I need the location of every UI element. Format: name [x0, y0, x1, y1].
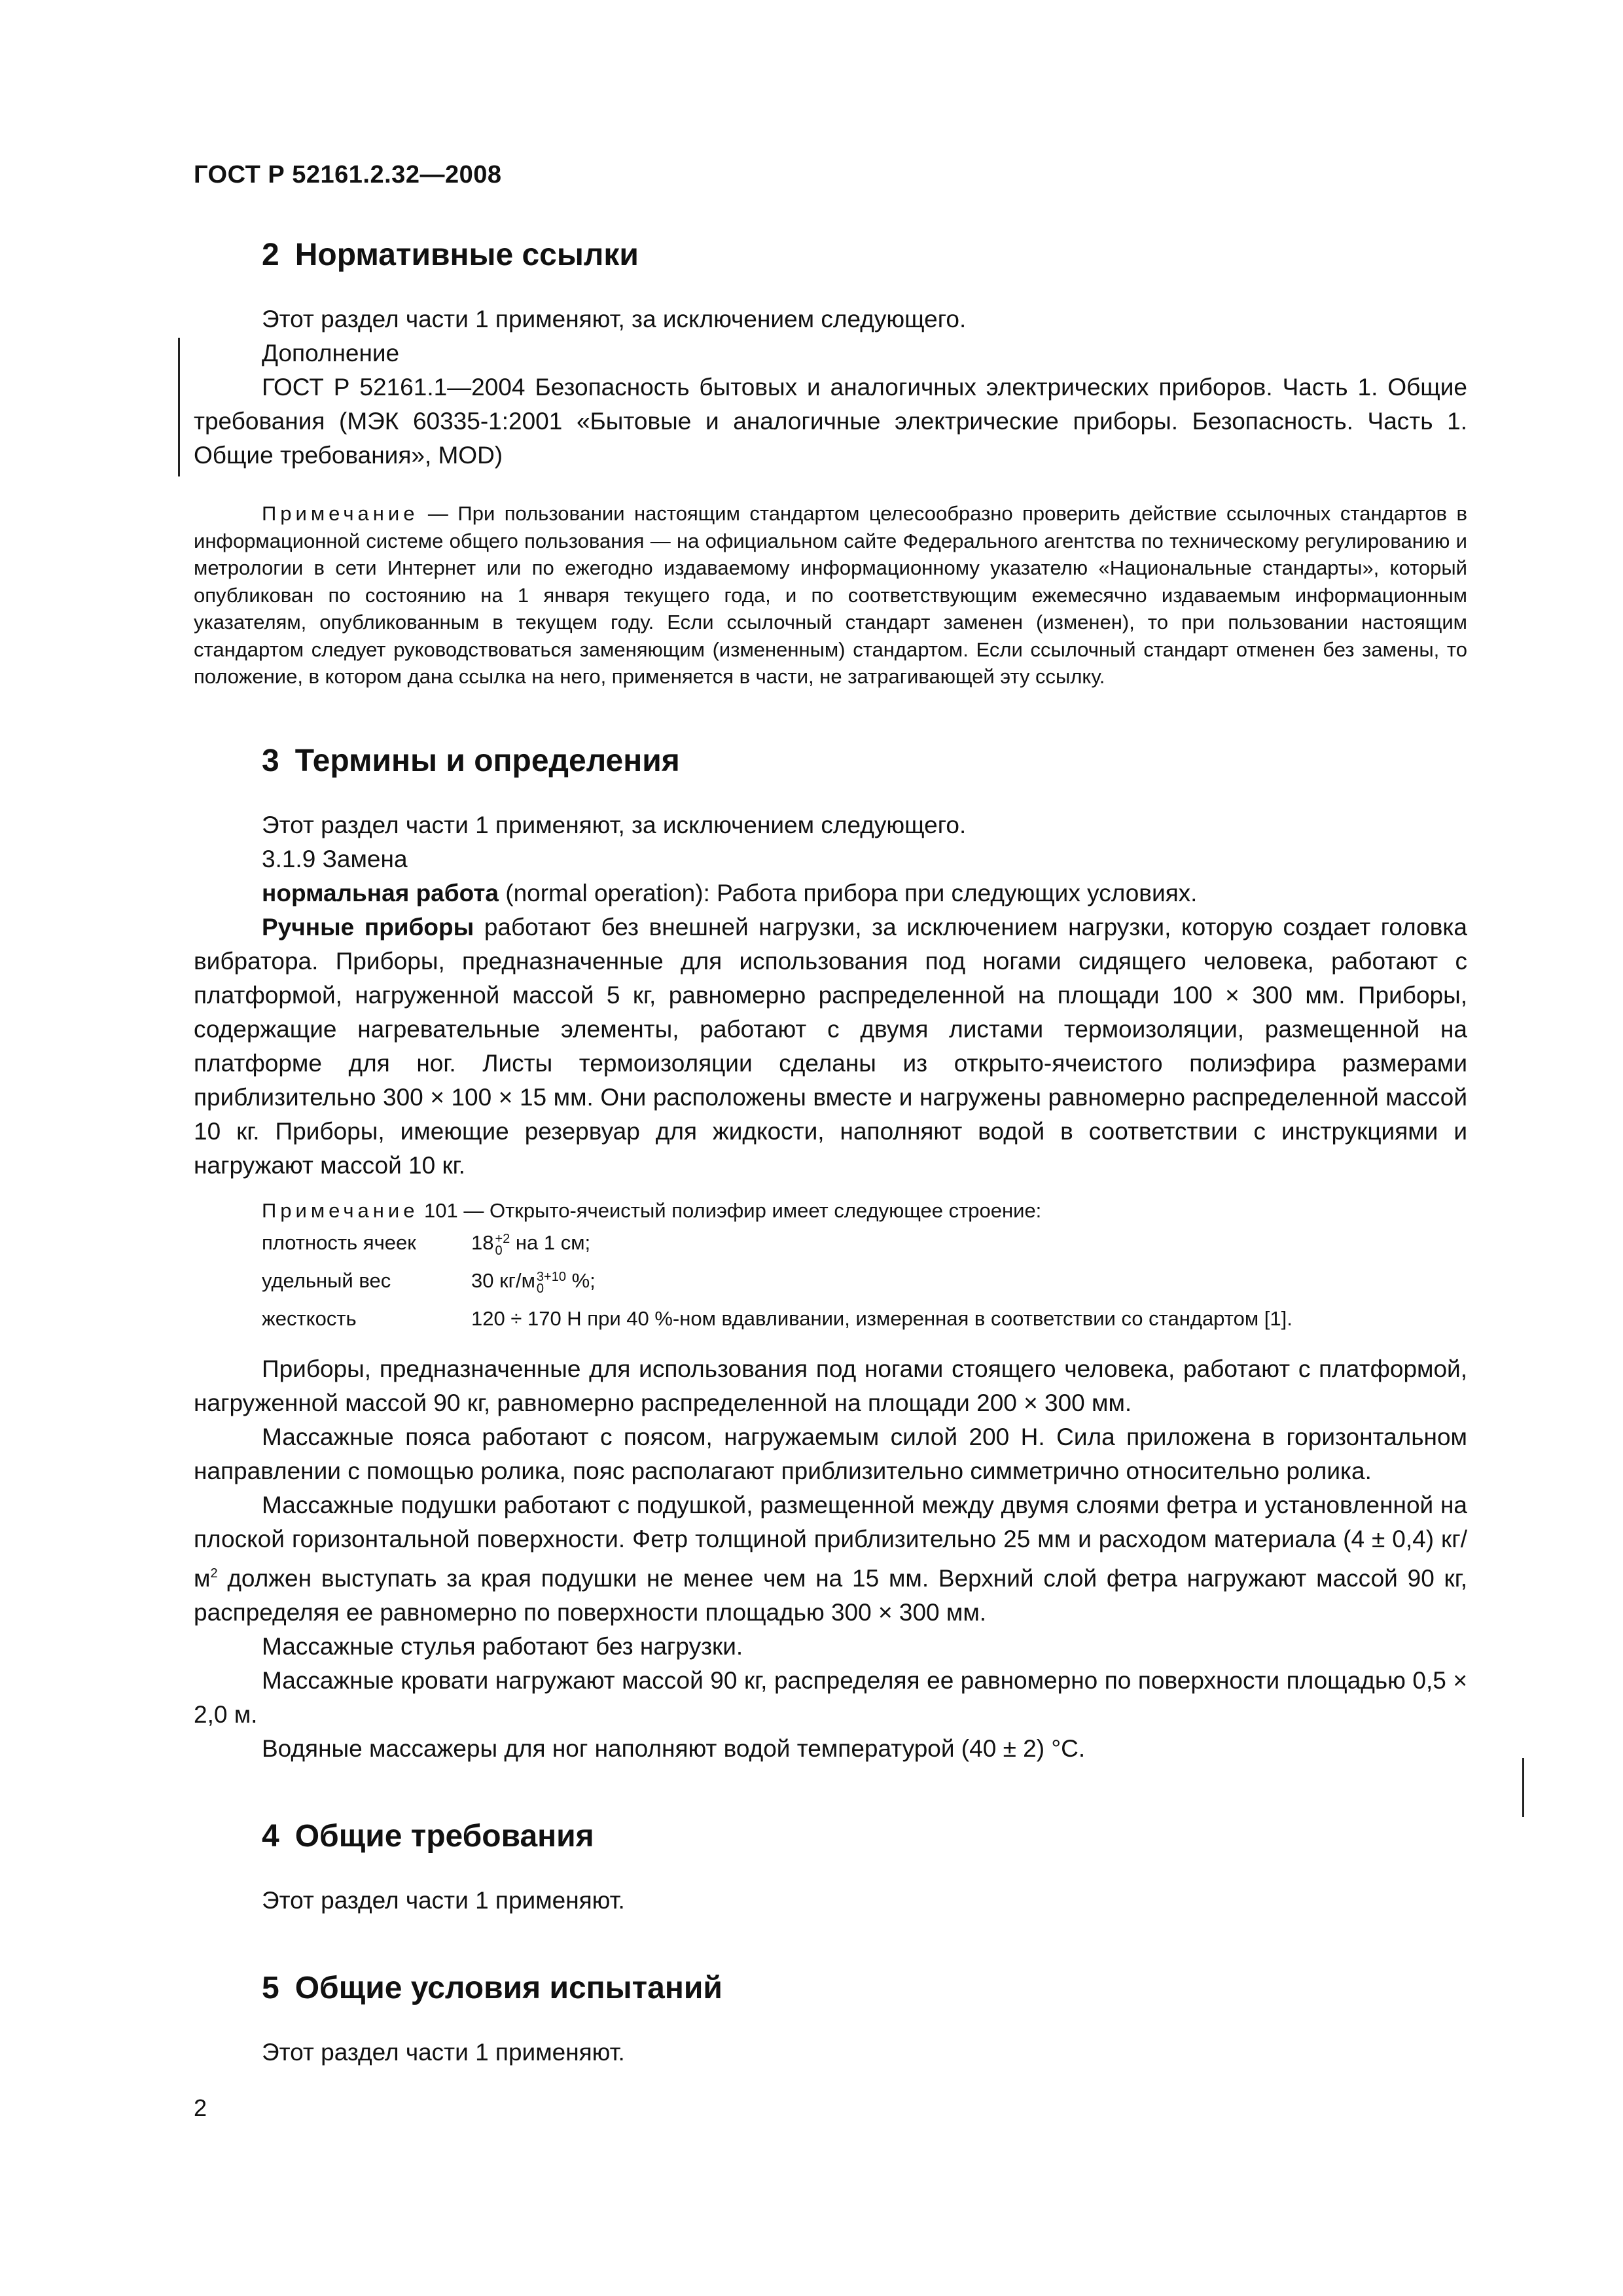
property-key: удельный вес — [262, 1269, 391, 1292]
property-key: жесткость — [262, 1307, 357, 1330]
property-value: 120 ÷ 170 Н при 40 %-ном вдавливании, измеренная в соответствии со стандартом [1]. — [471, 1307, 1293, 1330]
paragraph: Массажные стулья работают без нагрузки. — [262, 1633, 743, 1660]
paragraph: Приборы, предназначенные для использования под ногами стоящего человека, работают с платформой, нагруженной массой 90 кг, равномерно распределенной на площади 200 × 300 мм. — [194, 1355, 1467, 1416]
property-value: 30 кг/м 3+10 0 %; — [471, 1269, 596, 1296]
section-heading-4 — [194, 1817, 1467, 1856]
property-row — [262, 1300, 1467, 1338]
page-number: 2 — [194, 2094, 207, 2121]
property-row — [262, 1262, 1467, 1300]
section-heading-5 — [194, 1969, 1467, 2008]
term: нормальная работа — [262, 879, 499, 906]
section-title: Общие условия испытаний — [294, 1971, 722, 2005]
property-key: плотность ячеек — [262, 1231, 416, 1254]
note-label: Примечание — [262, 502, 419, 525]
property-row — [262, 1224, 1467, 1262]
note-label: Примечание — [262, 1198, 419, 1222]
note-text: — При пользовании настоящим стандартом целесообразно проверить действие ссылочных стандартов в информационной системе общего пользования — на официальном сайте Федерального агентства по техническому регулированию и метрологии в сети Интернет или по ежегодно издаваемому информационному указателю «Национальные стандарты», который опубликован по состоянию на 1 января текущего года, и по соответствующим ежемесячно издаваемым информационным указателям, опубликованным в текущем году. Если ссылочный стандарт заменен (изменен), то при пользовании настоящим стандартом следует руководствоваться заменяющим (измененным) стандартом. Если ссылочный стандарт отменен без замены, то положение, в котором дана ссылка на него, применяется в части, не затрагивающей эту ссылку. — [194, 502, 1467, 688]
paragraph: Этот раздел части 1 применяют, за исключением следующего. — [262, 306, 967, 332]
properties-table — [262, 1224, 1467, 1338]
paragraph: Этот раздел части 1 применяют, за исключением следующего. — [262, 811, 967, 838]
section-number: 5 — [262, 1971, 279, 2005]
paragraph: Этот раздел части 1 применяют. — [262, 1887, 625, 1914]
paragraph: Ручные приборы работают без внешней нагрузки, за исключением нагрузки, которую создает головка вибратора. Приборы, предназначенные для использования под ногами сидящего человека, работают с платформой, нагруженной массой 5 кг, равномерно распределенной на площади 100 × 300 мм. Приборы, содержащие нагревательные элементы, работают с двумя листами термоизоляции, размещенной на платформе для ног. Листы термоизоляции сделаны из открыто-ячеистого полиэфира размерами приблизительно 300 × 100 × 15 мм. Они расположены вместе и нагружены равномерно распределенной массой 10 кг. Приборы, имеющие резервуар для жидкости, наполняют водой в соответствии с инструкциями и нагружают массой 10 кг. — [194, 913, 1467, 1179]
section-title: Общие требования — [294, 1819, 594, 1854]
section-number: 4 — [262, 1819, 279, 1854]
section-number: 2 — [262, 238, 279, 272]
section-title: Нормативные ссылки — [294, 238, 639, 272]
paragraph: Массажные пояса работают с поясом, нагружаемым силой 200 Н. Сила приложена в горизонтальном направлении с помощью ролика, пояс располагают приблизительно симметрично относительно ролика. — [194, 1424, 1467, 1484]
term-definition: нормальная работа (normal operation): Работа прибора при следующих условиях. — [262, 879, 1198, 906]
note-101 — [194, 1197, 1467, 1225]
section-number: 3 — [262, 743, 279, 778]
change-bar-left — [178, 338, 180, 476]
paragraph: Дополнение — [262, 340, 400, 367]
change-bar-right — [1522, 1758, 1524, 1817]
paragraph: 3.1.9 Замена — [262, 845, 408, 872]
document-id: ГОСТ Р 52161.2.32—2008 — [194, 161, 502, 188]
paragraph: Этот раздел части 1 применяют. — [262, 2039, 625, 2066]
section-heading-3 — [194, 742, 1467, 781]
term: Ручные приборы — [262, 913, 474, 941]
property-value: 18 +2 0 на 1 см; — [471, 1231, 591, 1258]
section-heading-2 — [194, 236, 1467, 275]
paragraph: Массажные подушки работают с подушкой, размещенной между двумя слоями фетра и установленной на плоской горизонтальной поверхности. Фетр толщиной приблизительно 25 мм и расходом материала (4 ± 0,4) $кг/м^2$ должен выступать за края подушки не менее чем на 15 мм. Верхний слой фетра нагружают массой 90 кг, распределяя ее равномерно по поверхности площадью 300 × 300 мм. — [194, 1492, 1467, 1626]
note-text: 101 — Открыто-ячеистый полиэфир имеет следующее строение: — [418, 1198, 1042, 1222]
paragraph: Водяные массажеры для ног наполняют водой температурой (40 ± 2) °С. — [262, 1735, 1086, 1762]
note — [194, 500, 1467, 691]
paragraph: Массажные кровати нагружают массой 90 кг, распределяя ее равномерно по поверхности площадью 0,5 × 2,0 м. — [194, 1667, 1467, 1728]
paragraph: ГОСТ Р 52161.1—2004 Безопасность бытовых и аналогичных электрических приборов. Часть 1. Общие требования (МЭК 60335-1:2001 «Бытовые и аналогичные электрические приборы. Безопасность. Часть 1. Общие требования», MOD) — [194, 374, 1467, 469]
section-title: Термины и определения — [294, 743, 680, 778]
document-body — [194, 236, 1467, 2070]
